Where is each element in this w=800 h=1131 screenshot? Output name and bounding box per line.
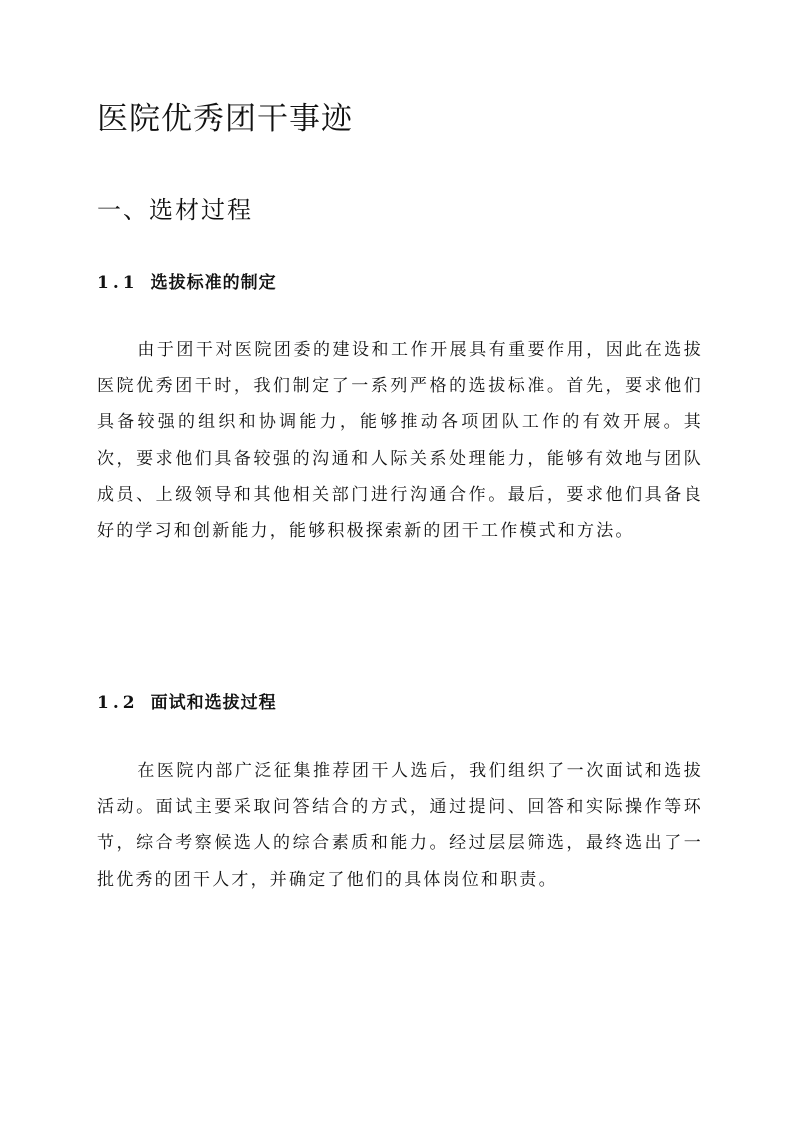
subsection-number: 1.1 bbox=[97, 273, 139, 293]
subsection-heading-1-2 bbox=[97, 688, 277, 718]
document-title: 医院优秀团干事迹 bbox=[97, 101, 353, 137]
section-heading-selection-process: 一、选材过程 bbox=[97, 196, 253, 224]
paragraph-interview-process bbox=[97, 753, 703, 898]
subsection-number: 1.2 bbox=[97, 693, 139, 713]
subsection-title: 面试和选拔过程 bbox=[150, 693, 277, 713]
paragraph-text: 在医院内部广泛征集推荐团干人选后，我们组织了一次面试和选拔活动。面试主要采取问答结合的方式，通过提问、回答和实际操作等环节，综合考察候选人的综合素质和能力。经过层层筛选，最终选出了一批优秀的团干人才，并确定了他们的具体岗位和职责。 bbox=[97, 761, 703, 890]
subsection-heading-1-1 bbox=[97, 268, 277, 298]
paragraph-selection-criteria bbox=[97, 332, 703, 549]
paragraph-text: 由于团干对医院团委的建设和工作开展具有重要作用，因此在选拔医院优秀团干时，我们制定了一系列严格的选拔标准。首先，要求他们具备较强的组织和协调能力，能够推动各项团队工作的有效开展。其次，要求他们具备较强的沟通和人际关系处理能力，能够有效地与团队成员、上级领导和其他相关部门进行沟通合作。最后，要求他们具备良好的学习和创新能力，能够积极探索新的团干工作模式和方法。 bbox=[97, 340, 703, 542]
subsection-title: 选拔标准的制定 bbox=[150, 273, 277, 293]
